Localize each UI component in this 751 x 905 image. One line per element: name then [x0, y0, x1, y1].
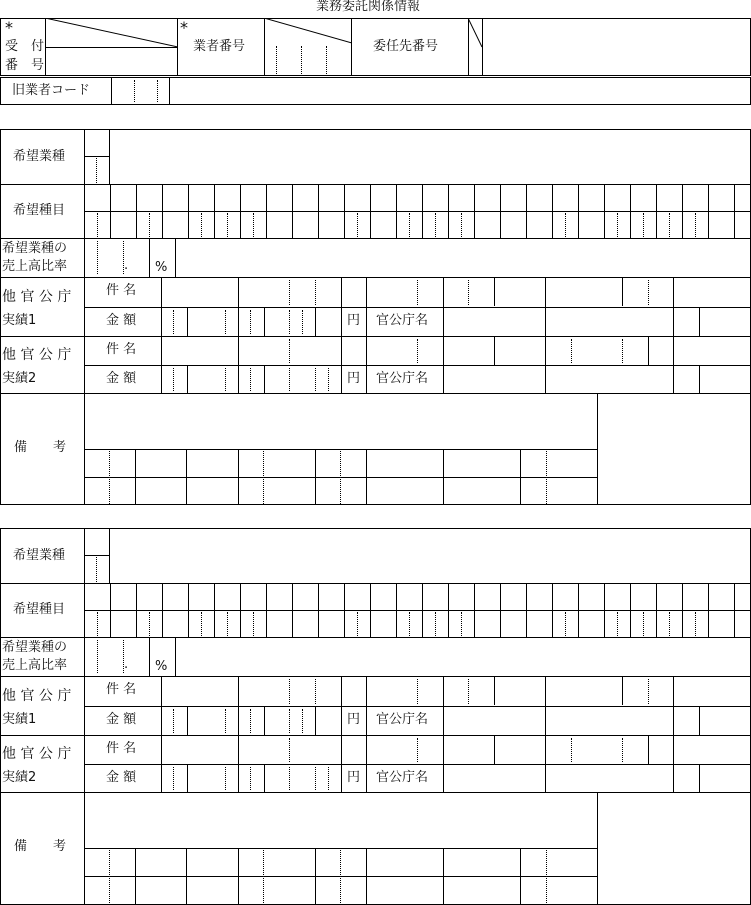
sales-ratio-label-2: 売上高比率 — [2, 259, 68, 274]
other-agency-1-label-2: 実績1 — [2, 712, 37, 727]
agency-name-label-1: 官公庁名 — [376, 712, 429, 727]
yen-label-2: 円 — [347, 770, 361, 785]
yen-label-1: 円 — [347, 712, 361, 727]
remarks-field[interactable] — [84, 393, 598, 505]
receipt-label-2: 番 号 — [5, 58, 45, 73]
old-vendor-code-label: 旧業者コード — [12, 83, 91, 98]
case-name-label-2: 件 名 — [106, 342, 137, 357]
remarks-label: 備 考 — [14, 839, 67, 854]
amount-label-2: 金 額 — [106, 770, 137, 785]
vendor-number-label: 業者番号 — [193, 39, 246, 54]
remarks-side-field[interactable] — [598, 792, 751, 905]
desired-item-label: 希望種目 — [13, 203, 66, 218]
decimal-point: . — [124, 258, 129, 273]
remarks-field[interactable] — [84, 792, 598, 905]
delegate-number-label: 委任先番号 — [373, 39, 439, 54]
old-vendor-code-field[interactable] — [111, 77, 170, 105]
yen-label-2: 円 — [347, 371, 361, 386]
desired-item-label: 希望種目 — [13, 602, 66, 617]
amount-label-1: 金 額 — [106, 712, 137, 727]
case-name-label-1: 件 名 — [106, 682, 137, 697]
asterisk-mark: * — [5, 18, 13, 37]
desired-item-grid[interactable] — [84, 583, 751, 637]
other-agency-2-label-1: 他 官 公 庁 — [2, 347, 72, 363]
asterisk-mark-2: * — [180, 18, 188, 37]
desired-item-grid[interactable] — [84, 184, 751, 238]
yen-label-1: 円 — [347, 313, 361, 328]
other-agency-2-fields[interactable] — [84, 336, 751, 393]
other-agency-2-fields[interactable] — [84, 735, 751, 792]
agency-name-label-1: 官公庁名 — [376, 313, 429, 328]
percent-sign: % — [155, 260, 168, 275]
amount-label-1: 金 額 — [106, 313, 137, 328]
vendor-number-diagonal — [264, 18, 352, 44]
case-name-label-2: 件 名 — [106, 741, 137, 756]
remarks-label: 備 考 — [14, 440, 67, 455]
industry-section-2 — [0, 528, 751, 905]
sales-ratio-label-2: 売上高比率 — [2, 658, 68, 673]
desired-industry-code[interactable] — [84, 129, 110, 185]
decimal-point: . — [124, 657, 129, 672]
other-agency-1-label-1: 他 官 公 庁 — [2, 289, 72, 305]
desired-industry-field[interactable] — [110, 129, 751, 184]
agency-name-label-2: 官公庁名 — [376, 770, 429, 785]
other-agency-2-label-2: 実績2 — [2, 371, 37, 386]
case-name-label-1: 件 名 — [106, 283, 137, 298]
other-agency-1-label-1: 他 官 公 庁 — [2, 688, 72, 704]
desired-industry-field[interactable] — [110, 528, 751, 583]
sales-ratio-label-1: 希望業種の — [2, 640, 68, 655]
other-agency-1-label-2: 実績1 — [2, 313, 37, 328]
receipt-label-1: 受 付 — [5, 39, 45, 54]
desired-industry-label: 希望業種 — [13, 149, 66, 164]
industry-section-1 — [0, 129, 751, 505]
receipt-diagonal — [45, 18, 178, 48]
desired-industry-label: 希望業種 — [13, 548, 66, 563]
amount-label-2: 金 額 — [106, 371, 137, 386]
agency-name-label-2: 官公庁名 — [376, 371, 429, 386]
delegate-number-field[interactable] — [482, 18, 751, 76]
other-agency-2-label-2: 実績2 — [2, 770, 37, 785]
other-agency-1-fields[interactable] — [84, 676, 751, 735]
other-agency-1-fields[interactable] — [84, 277, 751, 336]
desired-industry-code[interactable] — [84, 528, 110, 584]
other-agency-2-label-1: 他 官 公 庁 — [2, 746, 72, 762]
percent-sign: % — [155, 659, 168, 674]
form-title: 業務委託関係情報 — [316, 0, 421, 14]
sales-ratio-label-1: 希望業種の — [2, 241, 68, 256]
old-vendor-code-extra[interactable] — [169, 77, 751, 105]
remarks-side-field[interactable] — [598, 393, 751, 505]
